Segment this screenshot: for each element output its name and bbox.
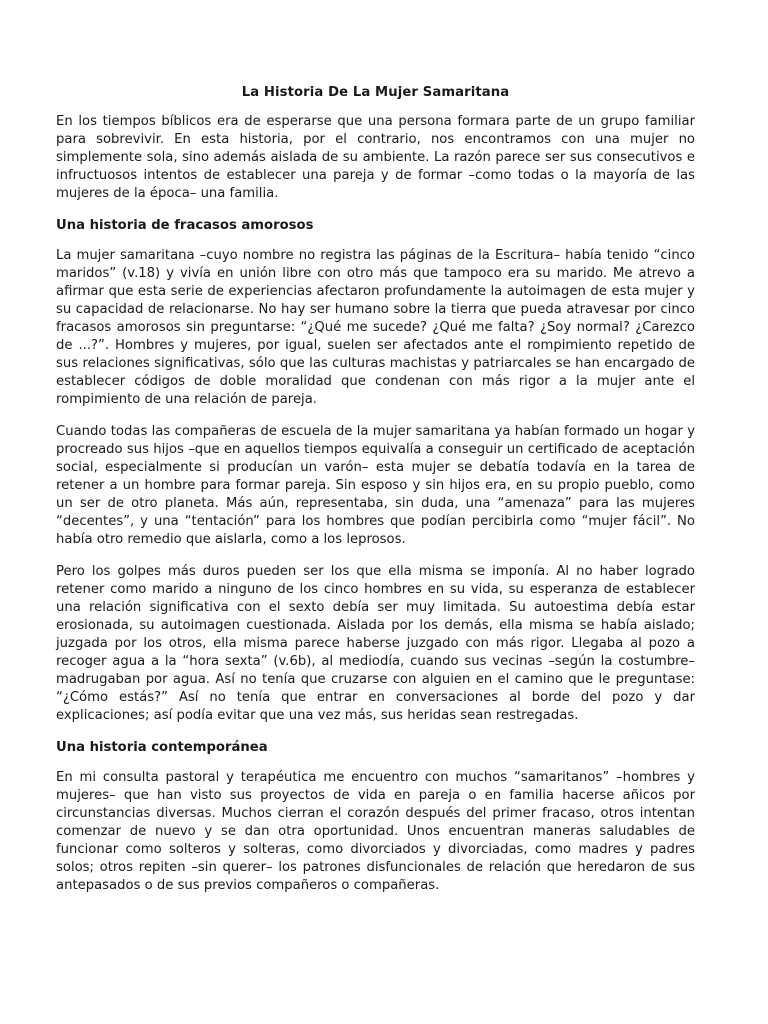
paragraph-intro: En los tiempos bíblicos era de esperarse que una persona formara parte de un grupo familiar para sobrevivir. En esta historia, por el contrario, nos encontramos con una mujer no simplemente sola, sino además aislada de su ambiente. La razón parece ser sus consecutivos e infructuosos intentos de establecer una pareja y de formar –como todas o la mayoría de las mujeres de la época– una familia. xyxy=(56,114,695,201)
paragraph-companeras: Cuando todas las compañeras de escuela de la mujer samaritana ya habían formado un hogar y procreado sus hijos –que en aquellos tiempos equivalía a conseguir un certificado de aceptación social, especialmente si producían un varón– esta mujer se debatía todavía en la tarea de retener a un hombre para formar pareja. Sin esposo y sin hijos era, en su propio pueblo, como un ser de otro planeta. Más aún, representaba, sin duda, una “amenaza” para las mujeres “decentes”, y una “tentación” para los hombres que podían percibirla como “mujer fácil”. No había otro remedio que aislarla, como a los leprosos. xyxy=(56,424,695,547)
paragraph-cinco-maridos: La mujer samaritana –cuyo nombre no registra las páginas de la Escritura– había tenido “cinco maridos” (v.18) y vivía en unión libre con otro más que tampoco era su marido. Me atrevo a afirmar que esta serie de experiencias afectaron profundamente la autoimagen de esta mujer y su capacidad de relacionarse. No hay ser humano sobre la tierra que pueda atravesar por cinco fracasos amorosos sin preguntarse: “¿Qué me sucede? ¿Qué me falta? ¿Soy normal? ¿Carezco de ...?”. Hombres y mujeres, por igual, suelen ser afectados ante el rompimiento repetido de sus relaciones significativas, sólo que las culturas machistas y patriarcales se han encargado de establecer códigos de doble moralidad que condenan con más rigor a la mujer ante el rompimiento de una relación de pareja. xyxy=(56,248,695,407)
document-title: La Historia De La Mujer Samaritana xyxy=(241,85,510,100)
section-heading-fracasos: Una historia de fracasos amorosos xyxy=(56,218,314,233)
paragraph-golpes: Pero los golpes más duros pueden ser los que ella misma se imponía. Al no haber logrado retener como marido a ninguno de los cinco hombres en su vida, su esperanza de establecer una relación significativa con el sexto debía ser muy limitada. Su autoestima debía estar erosionada, su autoimagen cuestionada. Aislada por los demás, ella misma se había aislado; juzgada por los otros, ella misma parece haberse juzgado con más rigor. Llegaba al pozo a recoger agua a la “hora sexta” (v.6b), al mediodía, cuando sus vecinas –según la costumbre– madrugaban por agua. Así no tenía que cruzarse con alguien en el camino que le preguntase: “¿Cómo estás?” Así no tenía que entrar en conversaciones al borde del pozo y dar explicaciones; así podía evitar que una vez más, sus heridas sean restregadas. xyxy=(56,564,695,723)
paragraph-consulta: En mi consulta pastoral y terapéutica me encuentro con muchos “samaritanos” –hombres y mujeres– que han visto sus proyectos de vida en pareja o en familia hacerse añicos por circunstancias diversas. Muchos cierran el corazón después del primer fracaso, otros intentan comenzar de nuevo y se dan otra oportunidad. Unos encuentran maneras saludables de funcionar como solteros y solteras, como divorciados y divorciadas, como madres y padres solos; otros repiten –sin querer– los patrones disfuncionales de relación que heredaron de sus antepasados o de sus previos compañeros o compañeras. xyxy=(56,770,695,893)
section-heading-contemporanea: Una historia contemporánea xyxy=(56,740,268,755)
